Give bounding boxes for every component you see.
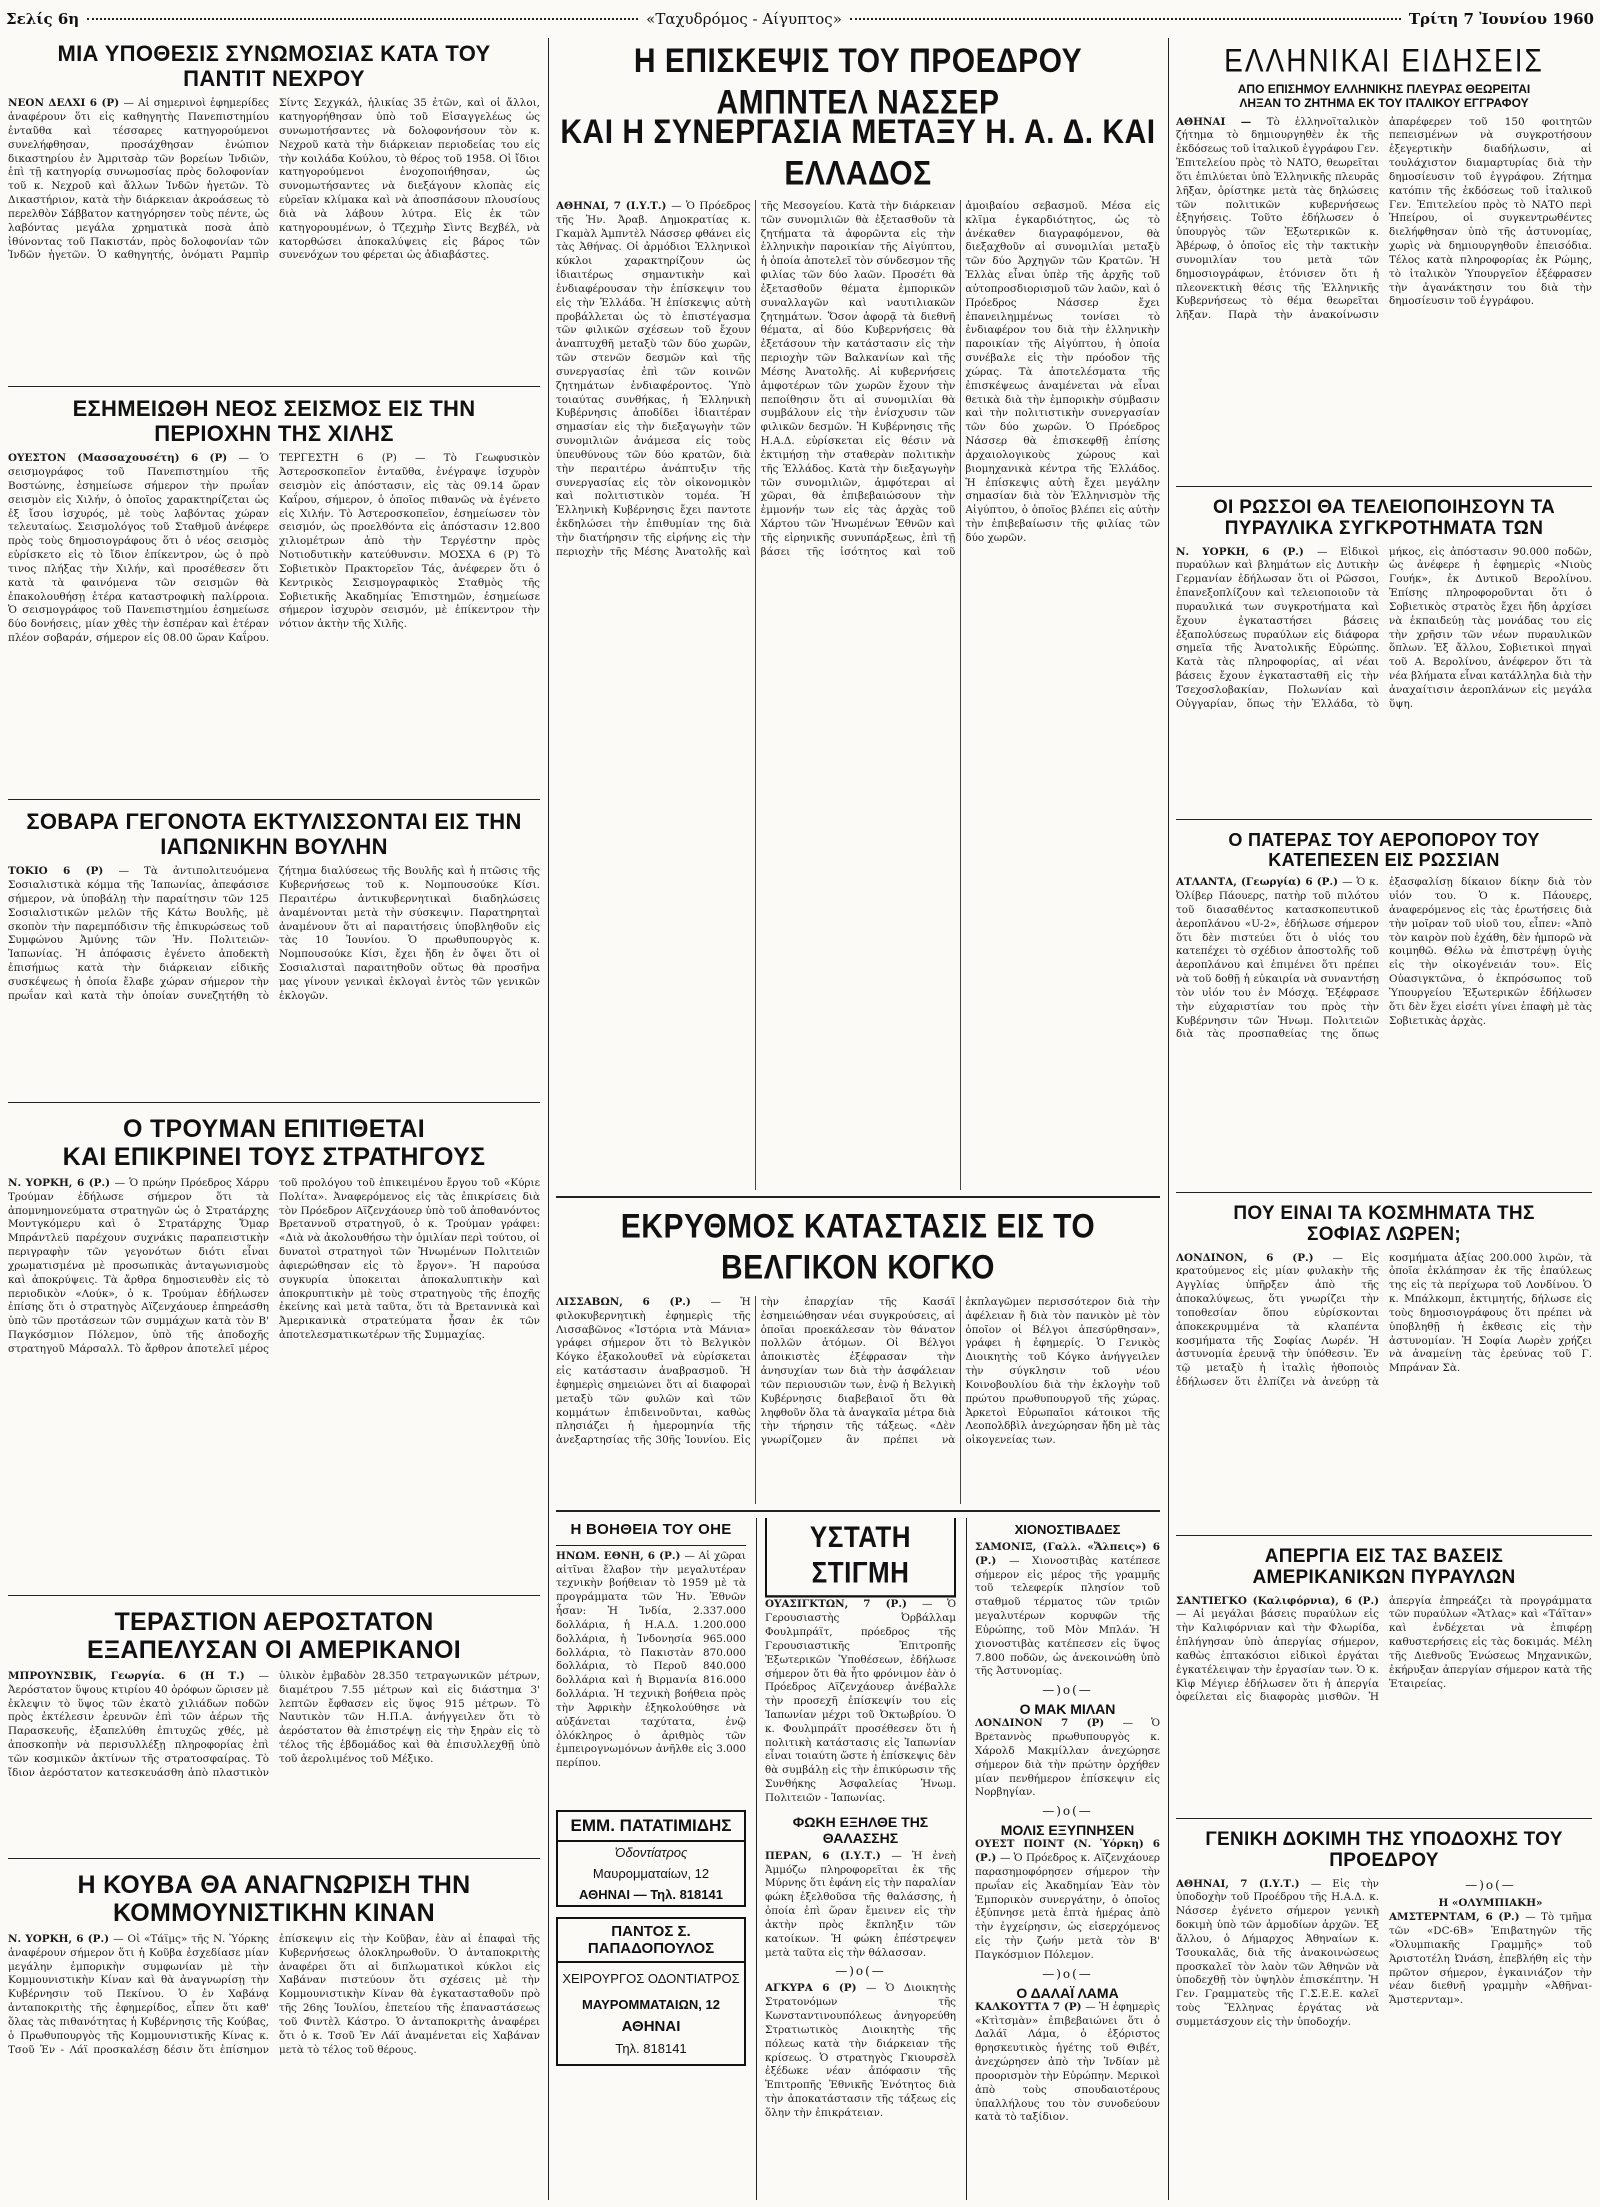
ornament: —)o(— [1465,1877,1516,1892]
dateline: ΑΘΗΝΑΙ — [1176,115,1267,128]
article-body [8,97,540,263]
column-rule [548,38,549,2200]
article-body [8,1933,540,2057]
column-right [1176,40,1592,2200]
article-greek-news [1176,40,1592,480]
issue-date: Τρίτη 7 Ἰουνίου 1960 [1408,10,1594,28]
article-body [1176,546,1592,712]
dateline: ΜΠΡΟΥΝΣΒΙΚ, Γεωργία. 6 (Η Τ.) [8,1670,259,1682]
subheadline: ΧΙΟΝΟΣΤΙΒΑΔΕΣ [1014,1522,1121,1537]
headline: ΟΙ ΡΩΣΣΟΙ ΘΑ ΤΕΛΕΙΟΠΟΙΗΣΟΥΝ ΤΑ ΠΥΡΑΥΛΙΚΑ ΣΥΓΚΡΟΤΗΜΑΤΑ ΤΩΝ [1212,497,1556,540]
article-body [1176,1595,1592,1706]
ad-name: ΕΜΜ. ΠΑΤΑΤΙΜΙΔΗΣ [558,1812,744,1842]
body-text: — Τὰ ἀντιπολιτευόμενα Σοσιαλιστικὰ κόμμα τῆς Ἰαπωνίας, ἀπεφάσισε σήμερον, νὰ ὑποβάλῃ τὴν παραίτησιν τῶν 125 Σοσιαλιστικῶν μελῶν τῆς Κάτω Βουλῆς, μὲ σκοπὸν τὴν παρεμπόδισιν τῆς ἐπικυρώσεως τοῦ Συμφώνου Ἀμύνης τῶν Ἠν. Πολιτειῶν-Ἰαπωνίας. Ἡ ἀπόφασις ἐγένετο ἀποδεκτὴ ἐπισήμως κατὰ τὴν διάρκειαν εἰδικῆς συσκέψεως ἡ ὁποία ἔλαβε χώραν σήμερον τὴν πρωΐαν καὶ κατὰ τὴν ὁποίαν συνεζητήθη τὸ ζήτημα διαλύσεως τῆς Βουλῆς καὶ ἡ πτῶσις τῆς Κυβερνήσεως τοῦ κ. Νομπουσούκε Κίσι. Περαιτέρω ἀντικυβερνητικαὶ διαδηλώσεις ἀναμένονται μετὰ τὴν σύσκεψιν. Παρατηρηταὶ ἀναμένουν ὅτι αἱ παραιτήσεις ὑποβληθοῦν εἰς τὰς 10 Ἰουνίου. Ὁ πρωθυπουργὸς κ. Νομπουσούκε Κίσι, ἔχει ἤδη ἐν ὄψει ὅτι οἱ Σοσιαλισταὶ παραιτηθοῦν οὕτως θὰ προσῆνα μας γίνουν γενικαὶ ἐκλογαὶ ἐντὸς τῶν γενικῶν ἐκλογῶν. [8,865,540,1002]
ad-title: ΧΕΙΡΟΥΡΓΟΣ ΟΔΟΝΤΙΑΤΡΟΣ [562,1970,740,1986]
main-headline: Η ΕΠΙΣΚΕΨΙΣ ΤΟΥ ΠΡΟΕΔΡΟΥ ΑΜΠΝΤΕΛ ΝΑΣΣΕΡ [633,42,1083,122]
article-reception-test [1176,1825,1592,2200]
body-text: — Ἡ ἐνεὴ Ἀμμόζω πληροφορεῖται ἐκ τῆς Μύρνης ὅτι ἐφάνη εἰς τὴν παραλίαν φώκη ἐξελθοῦσα τῆς θαλάσσης, ἡ ὁποία ἐπὶ ὥραν ἔμεινεν εἰς τὴν ἀκτὴν πρὸς ἔκπληξιν τῶν κατοίκων. Ἡ φώκη ἐπέστρεψεν μετὰ ταῦτα εἰς τὴν θάλασσαν. [765,1849,956,1959]
article-body [556,1296,1160,1504]
article-body [1176,876,1592,1042]
article-body [1176,1252,1592,1390]
article-pilot-father [1176,826,1592,1186]
article-body [975,1838,1160,1962]
divider [8,1102,540,1103]
headline: ΑΠΕΡΓΙΑ ΕΙΣ ΤΑΣ ΒΑΣΕΙΣ ΑΜΕΡΙΚΑΝΙΚΩΝ ΠΥΡΑΥΛΩΝ [1252,1546,1516,1589]
article-nasser [556,40,1160,1190]
dateline: ΑΘΗΝΑΙ, 7 (Ι.Υ.Τ.) [1176,1877,1311,1890]
subheadline: Η «ΟΛΥΜΠΙΑΚΗ» [1438,1897,1543,1910]
dateline: Ν. ΥΟΡΚΗ, 6 (Ρ.) [8,1933,114,1945]
divider [8,1858,540,1859]
ad-tel: Τηλ. 818141 [615,2040,687,2056]
dateline: ΟΥΑΣΙΓΚΤΩΝ, 7 (Ρ.) [765,1598,922,1611]
body-text: — Ἡ φιλοκυβερνητικὴ ἐφημερὶς τῆς Λισσαβῶνος «Ἱστόρια ντὰ Μάνια» γράφει σήμερον ὅτι τὸ Βελγικὸν Κόγκο ἐξακολουθεῖ νὰ εὑρίσκεται εἰς κατάστασιν ἀναβρασμοῦ. Ἡ ἐφημερὶς σημειώνει ὅτι αἱ διαφοραὶ μεταξὺ τῶν φυλῶν καὶ τῶν κομμάτων ἐπιδεινοῦνται, καθὼς πλησιάζει ἡ ἡμερομηνία τῆς ἀνεξαρτησίας τῆς 30ῆς Ἰουνίου. Εἰς τὴν ἐπαρχίαν τῆς Κασάϊ ἐσημειώθησαν νέαι συγκρούσεις, αἱ ὁποῖαι προεκάλεσαν τὸν θάνατον πολλῶν ἀτόμων. Οἱ Βέλγοι ἀποικιστὲς ἐξέφρασαν τὴν ἀνησυχίαν των διὰ τὴν ἀσφάλειαν τῶν περιουσιῶν των, ἐνῷ ἡ Βελγικὴ Κυβέρνησις διαβεβαιοῖ ὅτι θὰ ληφθοῦν ὅλα τὰ ἀναγκαῖα μέτρα διὰ τὴν τήρησιν τῆς τάξεως. «Δὲν γνωρίζομεν ἂν πρέπει νὰ ἐκπλαγῶμεν περισσότερον διὰ τὴν ἀφέλειαν ἢ διὰ τὸν πανικὸν μὲ τὸν ὁποῖον οἱ Βέλγοι ἀπεσύρθησαν», γράφει ἡ ἐφημερίς. Ὁ Γενικὸς Διοικητὴς τοῦ Κόγκο ἀνήγγειλεν τὴν σύγκλησιν τοῦ νέου Κοινοβουλίου διὰ τὴν ἐκλογὴν τοῦ πρώτου πρωθυπουργοῦ τῆς χώρας. Ἀρκετοὶ Εὐρωπαῖοι κάτοικοι τῆς Λεοπολδβὶλ ἀνεχώρησαν ἤδη μὲ τὰς οἰκογενείας των. [556,1296,1160,1447]
article-body [975,1717,1160,1800]
headline: ΣΟΒΑΡΑ ΓΕΓΟΝΟΤΑ ΕΚΤΥΛΙΣΣΟΝΤΑΙ ΕΙΣ ΤΗΝ ΙΑΠΩΝΙΚΗΝ ΒΟΥΛΗΝ [26,809,522,859]
subcol-briefs [966,1518,1160,2200]
dateline: ΗΝΩΜ. ΕΘΝΗ, 6 (Ρ.) [556,1549,685,1562]
ad-street: Μαυρομματαίων, 12 [592,1865,710,1881]
ad-dentist-2 [556,1917,746,2066]
body-text: — Ὁ κ. Ὀλίβερ Πάουερς, πατὴρ τοῦ πιλότου τοῦ διασαθέντος κατασκοπευτικοῦ ἀεροπλάνου «U-2», ἐδήλωσε σήμερον ὅτι δὲν πιστεύει ὅτι ὁ υἱός του κατεπέχει τὸ σχέδιον ἀποστολῆς τοῦ ἀεροπλάνου καὶ ἐπιμένει ὅτι πρέπει νὰ τοῦ δοθῇ ἡ εὐκαιρία νὰ συναντήσῃ τὸν υἱόν του ἐν Μόσχᾳ. Ἐξέφρασε τὴν εὐχαριστίαν του πρὸς τὴν Κυβέρνησιν τῶν Ἠνωμ. Πολιτειῶν διὰ τὰς προσπαθείας της ὅπως ἐξασφαλίσῃ δίκαιον δίκην διὰ τὸν υἱόν του. Ὁ κ. Πάουερς, ἀναφερόμενος εἰς τὰς ἐρωτήσεις διὰ τὴν μοῖραν τοῦ υἱοῦ του, εἶπεν: «Ἀπὸ τὸν καιρὸν ποὺ ἐχάθη, δὲν ἠμπορῶ νὰ κοιμηθῶ. Θέλω νὰ ἐπιστρέψῃ ὑγιὴς εἰς τὴν οἰκογένειάν του». Εἰς Οὐασιγκτῶνα, ὁ ἐκπρόσωπος τοῦ Ὑπουργείου Ἐξωτερικῶν ἐδήλωσεν ὅτι δὲν ἔχει εἰσέτι γίνει ἐπαφὴ μὲ τὰς Σοβιετικὰς ἀρχὰς. [1176,876,1592,1041]
headline: ΠΟΥ ΕΙΝΑΙ ΤΑ ΚΟΣΜΗΜΑΤΑ ΤΗΣ ΣΟΦΙΑΣ ΛΩΡΕΝ; [1233,1203,1535,1246]
dateline: ΠΕΡΑΝ, 6 (Ι.Υ.Τ.) [765,1849,892,1862]
article-balloon [8,1602,540,1852]
headline: ΥΣΤΑΤΗ ΣΤΙΓΜΗ [765,1518,956,1598]
ad-title: Ὀδοντίατρος [614,1844,688,1860]
dateline: ΣΑΝΤΙΕΓΚΟ (Καλιφόρνια), 6 (Ρ.) [1176,1594,1379,1607]
dateline: ΑΤΛΑΝΤΑ, (Γεωργία) 6 (Ρ.) [1176,876,1343,889]
article-body [8,452,540,646]
article-body [765,1982,956,2120]
article-body [1176,1878,1592,2030]
dateline: ΤΟΚΙΟ 6 (Ρ) [8,865,119,878]
body-text: — Ὁ Γερουσιαστὴς Ὀρβάλλαμ Φουλμπράϊτ, πρόεδρος τῆς Γερουσιαστικῆς Ἐπιτροπῆς Ἐξωτερικῶν Ὑποθέσεων, ἐδήλωσε σήμερον ὅτι θὰ ἦτο φρόνιμον ἐὰν ὁ Πρόεδρος Αϊζενχάουερ ἀνέβαλλε τὴν προσεχῆ ἐπίσκεψίν του εἰς Ἰαπωνίαν μέχρι τοῦ Ὀκτωβρίου. Ὁ κ. Φουλμπράϊτ προσέθεσεν ὅτι ἡ πολιτικὴ κατάστασις εἰς Ἰαπωνίαν εἶναι τοιαύτη ὥστε ἡ ἐπίσκεψις δὲν θὰ συμβάλῃ εἰς τὴν ἐπικύρωσιν τῆς Συνθήκης Ἀσφαλείας Ἠνωμ. Πολιτειῶν - Ἰαπωνίας. [765,1598,956,1804]
ad-city-tel: ΑΘΗΝΑΙ — Τηλ. 818141 [579,1886,723,1902]
subheadline: ΜΟΛΙΣ ΕΞΥΠΝΗΣΕΝ [1000,1822,1135,1839]
divider [8,1595,540,1596]
dateline: ΣΑΜΟΝΙΞ, (Γαλλ. «Ἄλπεις») 6 (Ρ.) [975,1541,1160,1567]
dateline: ΛΟΝΔΙΝΟΝ, 6 (Ρ.) [1176,1251,1333,1264]
article-body [556,200,1160,1190]
body-text: — Ὁ Βρεταννὸς πρωθυπουργὸς κ. Χάρολδ Μακμίλλαν ἀνεχώρησε σήμερον διὰ τὴν πρώτην ὀρχήθεν μίαν πενθήμερον ἐπίσκεψιν εἰς Νορβηγίαν. [975,1717,1160,1799]
divider [1176,1192,1592,1193]
ad-street: ΜΑΥΡΟΜΜΑΤΑΙΩΝ, 12 [582,1996,720,2012]
ad-name: ΠΑΝΤΟΣ Σ. ΠΑΠΑΔΟΠΟΥΛΟΣ [558,1919,744,1963]
article-body [556,1550,746,1800]
dateline: ΛΟΝΔΙΝΟΝ 7 (Ρ) [975,1717,1123,1730]
divider [8,386,540,387]
article-body [975,2001,1160,2125]
ad-city: ΑΘΗΝΑΙ [621,2017,681,2035]
article-russia [1176,493,1592,813]
body-text: — Εἰδικοὶ πυραύλων καὶ βλημάτων εἰς Δυτικὴν Γερμανίαν ἐδήλωσαν ὅτι οἱ Ρῶσσοι, ἐπανεξοπλίζουν καὶ τελειοποιοῦν τὰ πυραυλικά των συγκροτήματα καὶ ἔχουν ἐγκαταστήσει βάσεις ἐξαπολύσεως πυραύλων εἰς διάφορα σημεῖα τῆς Ἀνατολικῆς Εὐρώπης. Κατὰ τὰς πληροφορίας, αἱ νέαι βάσεις ἔχουν ἐγκατασταθῆ εἰς τὴν Τσεχοσλοβακίαν, Πολωνίαν καὶ Οὐγγαρίαν, ὅπως τὴν Ἑλλάδα, τὸ μήκος, εἰς ἀπόστασιν 90.000 ποδῶν, ὡς ἀνέφερε ἡ ἐφημερὶς «Νιοὺς Γουήκ», ἐκ Δυτικοῦ Βερολίνου. Ἐπίσης πληροφοροῦνται ὅτι ὁ Σοβιετικὸς στρατὸς ἔχει ἤδη ἀρχίσει νὰ ἐκπαιδεύῃ τὰς μονάδας του εἰς τὴν χρῆσιν τῶν νέων πυραυλικῶν ὅπλων. Ἐξ ἄλλου, Σοβιετικοὶ πηγαὶ τοῦ Α. Βερολίνου, ἀνέφερον ὅτι τὰ νέα βλήματα εἶναι κατάλληλα διὰ τὴν ἀναχαίτισιν ἀεροπλάνων εἰς μεγάλα ὕψη. [1176,545,1592,710]
body-text: — Ὁ πρώην Πρόεδρος Χάρρυ Τρούμαν ἐδήλωσε σήμερον ὅτι τὰ ἀπομνημονεύματα στρατηγῶν ὡς ὁ Στρατάρχης Μοντγκόμερυ καὶ ὁ Στρατάρχης Ὄμαρ Μπράντλεϋ παρέχουν συχνάκις παραπειστικὴν περιγραφὴν τῶν γεγονότων διότι εἶναι χρωματισμένα μὲ προσωπικὰς ἀνταγωνισμοὺς καὶ ἀποκρύψεις. Τὰ ἄρθρα δημοσιευθὲν εἰς τὸ περιοδικὸν «Λούκ», ὁ κ. Τρούμαν ἐδήλωσεν ἐπίσης ὅτι ὁ στρατηγὸς Αϊζενχάουερ ἐπηρεάσθη ὑπὸ τῶν προτάσεων τῶν συμμάχων κατὰ τὸν Β' Παγκόσμιον Πόλεμον, ὑπὸ τῆς ἀποδοχῆς στρατηγοῦ Μάρσαλλ. Τὸ ἄρθρον ἀποτελεῖ μέρος τοῦ προλόγου τοῦ ἐπικειμένου ἔργου τοῦ «Κύριε Πολίτα». Ἀναφερόμενος εἰς τὰς ἐπικρίσεις διὰ τὸν Πρόεδρον Αϊζενχάουερ ὑπὸ τοῦ ἀποθανόντος Βρεταννοῦ στρατηγοῦ, ὁ κ. Τρούμαν γράφει: «Διὰ νὰ ἀκολουθήσω τὴν ὁμιλίαν περὶ τούτου, οἱ δυνατοὶ στρατηγοὶ τῶν Ἠνωμένων Πολιτειῶν ἀφιερώθησαν εἰς τὸ ἔργον». Ἡ παρούσα συγκυρία ὑποκειται ἀποκαλυπτικὴν καὶ ἀποκρυπτικὴν μὲ τοὺς στρατηγοὺς τῆς ἐποχῆς ἐκείνης καὶ μετὰ ταῦτα, ὅτι τὰ Βρεταννικὰ καὶ Ἀμερικανικὰ στρατεύματα ἦσαν ἐκ τῶν ἀποτελεσματικωτέρων τῆς Συμμαχίας. [8,1177,540,1355]
headline: ΕΣΗΜΕΙΩΘΗ ΝΕΟΣ ΣΕΙΣΜΟΣ ΕΙΣ ΤΗΝ ΠΕΡΙΟΧΗΝ ΤΗΣ ΧΙΛΗΣ [72,396,476,446]
ornament: —)o(— [1042,1804,1093,1819]
lower-section [556,1518,1160,2200]
headline: ΕΚΡΥΘΜΟΣ ΚΑΤΑΣΤΑΣΙΣ ΕΙΣ ΤΟ ΒΕΛΓΙΚΟΝ ΚΟΓΚΟ [620,1207,1096,1287]
divider [556,1510,1160,1512]
divider [1176,1818,1592,1819]
article-missile-strike [1176,1542,1592,1812]
header-dots [87,18,638,20]
body-text: — Ὁ σεισμογράφος τοῦ Πανεπιστημίου τῆς Βοστώνης, ἐσημείωσε σήμερον τὴν πρωΐαν σεισμὸν εἰς Χιλήν, ὁ ὁποῖος χαρακτηρίζεται ὡς ἐξ ἴσου ἰσχυρός, μὲ τοὺς λαβόντας χώραν τελευταίως. Σεισμολόγος τοῦ Σταθμοῦ ἀνέφερε πρὸς τοὺς δημοσιογράφους ὅτι ὁ νέος σεισμὸς εὑρίσκετο εἰς τὸ ἴδιον ἐπίκεντρον, ὡς ὁ πρὸ τινος πλήξας τὴν Χιλήν, καὶ προσέθεσεν ὅτι κατὰ τὰ φαινόμενα τῶν σεισμῶν θὰ ἐπακολουθήσῃ ἑτέρα καταστροφικὴ παλίρροια. Ὁ σεισμογράφος τοῦ Πανεπιστημίου ἐσημείωσε δύο δονήσεις, μίαν χθὲς τὴν ἑσπέραν καὶ ἑτέραν πλέον σοβαράν, σήμερον εἰς 08.00 ὥραν Καΐρου. ΤΕΡΓΕΣΤΗ 6 (Ρ) — Τὸ Γεωφυσικὸν Ἀστεροσκοπεῖον ἐνταῦθα, ἐνέγραψε ἰσχυρὸν σεισμὸν εἰς ἀπόστασιν, εἰς τὰς 09.14 ὥραν Καΐρου, σήμερον, ὁ ὁποῖος πιθανῶς νὰ ἐγένετο εἰς Χιλήν. Τὸ Ἀστεροσκοπεῖον, ἐσημείωσεν τὸν σεισμόν, ὡς προελθόντα εἰς ἀπόστασιν 12.800 χιλιομέτρων ἀπὸ τὴν Τεργέστην πρὸς Νοτιοδυτικὴν κατεύθυνσιν. ΜΟΣΧΑ 6 (Ρ) Τὸ Σοβιετικὸν Πρακτορεῖον Τάς, ἀνέφερεν ὅτι ὁ Κεντρικὸς Σεισμογραφικὸς Σταθμὸς τῆς Σοβιετικῆς Ἀκαδημίας Ἐπιστημῶν, ἐσημείωσε σήμερον ἰσχυρὸν σεισμόν, μὲ ἐπίκεντρον τὴν νότιον ἀκτὴν τῆς Χιλῆς. [8,452,540,645]
column-left [8,40,540,2200]
article-cuba [8,1865,540,2200]
article-body [765,1598,956,1805]
body-text: — Αἱ μεγάλαι βάσεις πυραύλων εἰς τὴν Καλιφόρνιαν καὶ τὴν Φλωρίδα, ἐπλήγησαν ὑπὸ ἀπεργίας σήμερον, καθὼς ἑπτακόσιοι εἰδικοὶ ἐργάται ἐγκατέλειψαν τὴν ἐργασίαν των. Ὁ κ. Κὶφ Μέγιερ ἐδήλωσεν ὅτι ἡ ἀπεργία ὀφείλεται εἰς διαφορὰς μισθῶν. Ἡ ἀπεργία ἐπηρεάζει τὰ προγράμματα τῶν πυραύλων «Ἄτλας» καὶ «Τάϊταν» καὶ ἐνδέχεται νὰ ἐπιφέρῃ καθυστερήσεις εἰς τὰς δοκιμάς. Μέλη τῆς Διεθνοῦς Ἑνώσεως Μηχανικῶν, ἐκήρυξαν ἀπεργίαν σήμερον κατὰ τῆς Ἑταιρείας. [1176,1594,1592,1704]
body-text: — Ἀερόστατον ὕψους κτιρίου 40 ὀρόφων ὥρισεν μὲ ἐκλεψιν τὸ ὕψος τῶν ἐκατὸ χιλιάδων ποδῶν πρὸς ἐκτέλεσιν ἐρευνῶν ἐπὶ τῶν ἀέρων τῆς Παρασκευῆς, ἐξαπελύθη ἐπιτυχῶς χθές, μὲ ἀποσκοπὴν νὰ περισυλλέξῃ πληροφορίας ἐπὶ τῶν κοσμικῶν ἀκτίνων τῆς στρατοσφαίρας. Τὸ ἴδιον ἀερόστατον κατεσκευάσθη ἀπὸ πλαστικὸν ὑλικὸν ἐμβαδὸν 28.350 τετραγωνικῶν μέτρων, διαμέτρου 7.55 μέτρων καὶ εἰς διάστημα 3' λεπτῶν ἔφθασεν εἰς ὕψος 915 μέτρων. Τὸ Ναυτικὸν τῶν Η.Π.Α. ἀνήγγειλεν ὅτι τὸ ἀερόστατον θὰ ἐπιστρέψῃ εἰς τὴν ξηρὰν εἰς τὸ τέλος τῆς ἑβδομάδος καὶ θὰ ἐπισυλλεχθῇ ὑπὸ τοῦ ἀερολιμένος τοῦ Μέξικο. [8,1670,540,1779]
body-text: — Οἱ «Τάϊμς» τῆς Ν. Ὑόρκης ἀναφέρουν σήμερον ὅτι ἡ Κοῦβα ἐσχεδίασε μίαν μεγάλην ἐμπορικὴν συμφωνίαν μὲ τὴν Κομμουνιστικὴν Κίναν καὶ θὰ ἀναγνωρίσῃ τὴν Κυβέρνησιν τοῦ Πεκίνου. Ὁ ἐν Χαβάνᾳ ἀνταποκριτὴς τῆς ἐφημερίδος, εἶπεν ὅτι καθ' ὅλας τὰς πιθανότητας ἡ Κυβέρνησις τῆς Κούβας, ὁ Πρωθυπουργὸς τῆς Κομμουνιστικῆς Κίνας κ. Τσοῦ Ἐν - Λάϊ προσκαλέσῃ δέσιν ὅτι ἐπίσημον ἐπίσκεψιν εἰς τὴν Κοῦβαν, ἐὰν αἱ ἐπαφαὶ τῆς Κυβερνήσεως ὁλοκληρωθοῦν. Ὁ ἀνταποκριτὴς ἀναφέρει ὅτι αἱ διπλωματικοὶ κύκλοι εἰς Χαβάναν πιστεύουν ὅτι σχέσεις μὲ τὴν Κομμουνιστικὴν Κίναν θὰ ἐγκατασταθοῦν πρὸ τῆς 26ης Ἰουλίου, ἐπετείου τῆς ἐπαναστάσεως τοῦ Φιντὲλ Κάστρο. Ὁ ἀνταποκριτὴς ἀναφέρει ὅτι ὁ κ. Τσοῦ Ἐν Λάϊ ἀναμένεται εἰς Χαβάναν μετὰ τὸ τέλος τοῦ θέρους. [8,1933,540,2056]
dateline: ΑΓΚΥΡΑ 6 (Ρ) [765,1982,866,1995]
headline: Ο ΠΑΤΕΡΑΣ ΤΟΥ ΑΕΡΟΠΟΡΟΥ ΤΟΥ ΚΑΤΕΠΕΣΕΝ ΕΙΣ ΡΩΣΣΙΑΝ [1228,830,1540,871]
subheadline: ΑΠΟ ΕΠΙΣΗΜΟΥ ΕΛΛΗΝΙΚΗΣ ΠΛΕΥΡΑΣ ΘΕΩΡΕΙΤΑΙ [1237,81,1531,96]
column-rule [1168,38,1169,2200]
main-headline-line2: ΚΑΙ Η ΣΥΝΕΡΓΑΣΙΑ ΜΕΤΑΞΥ Η. Α. Δ. ΚΑΙ ΕΛΛΑΔΟΣ [560,113,1156,193]
body-text: — Χιονοστιβὰς κατέπεσε σήμερον εἰς μέρος τῆς γραμμῆς τοῦ τελεφερίκ πλησίον τοῦ σταθμοῦ τέρματος τῶν τριῶν μεγαλυτέρων κορυφῶν τῆς Εὐρώπης, τοῦ Μὸν Μπλάν. Ἡ χιονοστιβὰς κατέπεσεν εἰς ὕψος 7.800 ποδῶν, ὡς ἀνεκοινώθη ὑπὸ τῆς Ἀστυνομίας. [975,1554,1160,1678]
paper-name: «Ταχυδρόμος - Αίγυπτος» [646,10,842,28]
subheadline: Ο ΜΑΚ ΜΙΛΑΝ [1019,1701,1116,1718]
article-congo [556,1204,1160,1504]
divider [1176,486,1592,487]
headline-line2: ΚΑΙ ΕΠΙΚΡΙΝΕΙ ΤΟΥΣ ΣΤΡΑΤΗΓΟΥΣ [62,1143,486,1171]
article-japan [8,806,540,1096]
dateline: Ν. ΥΟΡΚΗ, 6 (Ρ.) [1176,545,1317,558]
dateline: ΛΙΣΣΑΒΩΝ, 6 (Ρ.) [556,1296,711,1308]
body-text: — Ἡ ἐφημερὶς «Κτὶτσμὰν» ἐπιβεβαιώνει ὅτι ὁ Δαλάϊ Λάμα, ὁ ἐξόριστος θρησκευτικὸς ἡγέτης τοῦ Θιβέτ, ἀνεχώρησεν ἀπὸ τὴν Ἰνδίαν μὲ προορισμὸν τὴν Εὐρώπην. Μερικοὶ ἀπὸ τοὺς σπουδαιοτέρους ὑπαλλήλους του τὸν συνοδεύουν κατὰ τὸ ταξίδιον. [975,2000,1160,2124]
article-body [8,1177,540,1357]
dateline: ΑΜΣΤΕΡΝΤΑΜ, 6 (Ρ.) [1389,1911,1526,1924]
divider [1176,1535,1592,1536]
headline: Η ΒΟΗΘΕΙΑ ΤΟΥ ΟΗΕ [556,1518,746,1546]
divider [1176,819,1592,820]
ornament: —)o(— [1042,1966,1093,1981]
subheadline: Ο ΔΑΛΑΪ ΛΑΜΑ [1016,1984,1119,2001]
dateline: ΟΥΕΣΤ ΠΟΙΝΤ (Ν. Ὑόρκη) 6 (Ρ.) [975,1838,1160,1865]
subcol-last-minute [756,1518,956,2200]
running-header [6,6,1594,32]
ad-dentist-1 [556,1810,746,1907]
article-body [975,1541,1160,1679]
headline: ΓΕΝΙΚΗ ΔΟΚΙΜΗ ΤΗΣ ΥΠΟΔΟΧΗΣ ΤΟΥ ΠΡΟΕΔΡΟΥ [1205,1829,1563,1872]
dateline: ΟΥΕΣΤΟΝ (Μασσαχουσέτη) 6 (Ρ) [8,452,239,465]
column-center [556,40,1160,2200]
body-text: Τὸ ἑλληνοϊταλικὸν ζήτημα τὸ δημιουργηθὲν ἐκ τῆς ἐκδόσεως τοῦ ἰταλικοῦ ἐγγράφου Γεν. Ἐπιτελείου πρὸς τὸ ΝΑΤΟ, θεωρεῖται ὅτι ἐπιλύεται ὑπὸ Ἑλληνικῆς πλευρᾶς λῆξαν, ὁρίστηκε μετὰ τὰς δηλώσεις τῶν πολιτικῶν κυβερνήσεως ἐξηγήσεις. Τοῦτο ἐδήλωσεν ὁ ὑπουργὸς τῶν Ἐξωτερικῶν κ. Ἀβέρωφ, ὁ ὁποῖος εἰς τὴν τακτικὴν συνομιλίαν του μετὰ τῶν δημοσιογράφων, ἐτόνισεν ὅτι ἡ πλεονεκτικὴ θέσις τῆς Ἑλληνικῆς Κυβερνήσεως τὸ θέμα θεωρεῖται λῆξαν. Παρὰ τὴν ἀνακοίνωσιν ἀπαρέφερεν τοῦ 150 φοιτητῶν πεπεισμένων νὰ συγκροτήσουν ἐξεγερτικὴν διαδήλωσιν, αἱ τουλάχιστον διαμαρτυρίας διὰ τὴν δημοσίευσιν τοῦ ἐγγράφου. Ζήτημα κατόπιν τῆς ἐκδόσεως τοῦ ἰταλικοῦ Γεν. Ἐπιτελείου πρὸς τὸ ΝΑΤΟ περὶ Ἠπείρου, οἱ συγκεντρωθέντες διελήφθησαν ὑπὸ τῆς ἀστυνομίας, χωρὶς νὰ δημιουργηθοῦν ἐπεισόδια. Τέλος κατὰ πληροφορίας ἐκ Ρώμης, τὸ ἰταλικὸν Ὑπουργεῖον ἐξέφρασεν τὴν ἀγανάκτησιν του διὰ τὴν δημοσίευσιν τοῦ ἐγγράφου. [1176,115,1592,322]
article-truman [8,1109,540,1589]
article-loren-jewels [1176,1199,1592,1529]
headline: ΕΛΛΗΝΙΚΑΙ ΕΙΔΗΣΕΙΣ [1224,42,1544,79]
dateline: ΑΘΗΝΑΙ, 7 (Ι.Υ.Τ.) [556,200,672,212]
headline: ΤΕΡΑΣΤΙΟΝ ΑΕΡΟΣΤΑΤΟΝ ΕΞΑΠΕΛΥΣΑΝ ΟΙ ΑΜΕΡΙΚΑΝΟΙ [86,1608,462,1664]
subheadline: ΛΗΞΑΝ ΤΟ ΖΗΤΗΜΑ ΕΚ ΤΟΥ ΙΤΑΛΙΚΟΥ ΕΓΓΡΑΦΟΥ [1239,95,1529,110]
body-text: — Εἰς τὴν ὑποδοχὴν τοῦ Προέδρου τῆς Η.Α.Δ. κ. Νάσσερ ἐγένετο σήμερον γενικὴ δοκιμὴ ὑπὸ τῶν ἀρμοδίων ἀρχῶν. Ἐξ ἄλλου, ὁ Δήμαρχος Ἀθηναίων κ. Τσουκαλᾶς, διὰ τῆς ἀνακοινώσεως προσκαλεῖ τὸν λαὸν τῶν Ἀθηνῶν νὰ ὑποδεχθῇ τὸν ὑψηλὸν ἐπισκέπτην. Ἡ Γεν. Γραμματεὺς τῆς Γ.Σ.Ε.Ε. καλεῖ τοὺς Ἕλληνας ἐργάτας νὰ συμμετάσχουν εἰς τὴν ὑποδοχήν. [1176,1877,1380,2028]
divider [556,1196,1160,1198]
headline: Η ΚΟΥΒΑ ΘΑ ΑΝΑΓΝΩΡΙΣΗ ΤΗΝ ΚΟΜΜΟΥΝΙΣΤΙΚΗΝ ΚΙΝΑΝ [77,1871,471,1927]
article-body [1176,116,1592,323]
headline: Ο ΤΡΟΥΜΑΝ ΕΠΙΤΙΘΕΤΑΙ [122,1115,426,1143]
body-text: — Ὁ Πρόεδρος τῆς Ἠν. Ἀραβ. Δημοκρατίας κ. Γκαμὰλ Ἀμπντὲλ Νάσσερ φθάνει εἰς τὰς Ἀθήνας. Οἱ ἀρμόδιοι Ἑλληνικοὶ κύκλοι χαρακτηρίζουν ὡς ἰδιαιτέρως σημαντικὴν καὶ ἐνδιαφέρουσαν τὴν ἐπίσκεψιν του εἰς τὴν Ἑλλάδα. Ἡ ἐπίσκεψις αὐτὴ προβάλλεται ὡς τὸ ἐπιστέγασμα τῶν φιλικῶν σχέσεων τοῦ ἔχουν ἀναπτυχθῆ μεταξὺ τῶν δύο χωρῶν, τῶν στενῶν δεσμῶν καὶ τῆς συνεργασίας ἐπὶ τῶν κοινῶν ζητημάτων ἐνδιαφέροντος. Ὑπὸ τοιαύτας συνθήκας, ἡ Ἑλληνικὴ Κυβέρνησις ἀποδίδει ἰδιαιτέραν σημασίαν εἰς τὴν διεξαγωγὴν τῶν συνομιλιῶν ἀνάμεσα εἰς τοὺς ὑπευθύνους τῶν δύο κρατῶν, διὰ τὴν περαιτέρω ἀνάπτυξιν τῆς συνεργασίας εἰς τὸν οἰκονομικὸν καὶ πολιτιστικὸν τομέα. Ἡ Ἑλληνικὴ Κυβέρνησις ἔχει παντοτε ἐκδηλώσει τὴν ἐπιθυμίαν της διὰ τὴν διατήρησιν τῆς εἰρήνης εἰς τὴν περιοχὴν τῆς Μέσης Ἀνατολῆς καὶ τῆς Μεσογείου. Κατὰ τὴν διάρκειαν τῶν συνομιλιῶν θὰ ἐξετασθοῦν τὰ ζητήματα τὰ ἀφορῶντα εἰς τὴν ἑλληνικὴν παροικίαν τῆς Αἰγύπτου, ἡ ὁποία ἀποτελεῖ τὸν σύνδεσμον τῆς φιλίας τῶν δύο λαῶν. Προσέτι θὰ ἐξετασθοῦν θέματα ἐμπορικῶν συναλλαγῶν καὶ ναυτιλιακῶν ζητημάτων. Ὅσον ἀφορᾷ τὰ διεθνῆ θέματα, αἱ δύο Κυβερνήσεις θὰ ἐξετάσουν τὴν κατάστασιν εἰς τὴν περιοχὴν τῶν Βαλκανίων καὶ τῆς Μέσης Ἀνατολῆς. Αἱ κυβερνήσεις ἀμφοτέρων τῶν χωρῶν ἔχουν τὴν πεποίθησιν ὅτι αἱ συνομιλίαι θὰ συμβάλουν εἰς τὴν ἐνίσχυσιν τῶν φιλικῶν δεσμῶν. Ἡ Κυβέρνησις τῆς Η.Α.Δ. εὑρίσκεται εἰς θέσιν νὰ ἐκτιμήσῃ τὴν σταθερὰν πολιτικὴν τῆς Ἑλλάδος. Κατὰ τὴν διεξαγωγὴν τῶν συνομιλιῶν, ἀμφότεραι αἱ χῶραι, θὰ ἐπιβεβαιώσουν τὴν ἐμμονήν των εἰς τὰς ἀρχὰς τοῦ Χάρτου τῶν Ἠνωμένων Ἐθνῶν καὶ τῆς εἰρηνικῆς συνυπάρξεως, ἐπὶ τῇ βάσει τῆς ἰσότητος καὶ τοῦ ἀμοιβαίου σεβασμοῦ. Μέσα εἰς κλῖμα ἐγκαρδιότητος, ὡς τὸ ἀνέκαθεν διαγραφόμενον, θὰ διεξαχθοῦν αἱ συνομιλίαι μεταξὺ τῶν δύο Ἀρχηγῶν τῶν Κρατῶν. Ἡ Ἑλλὰς εἶναι ὑπὲρ τῆς ἀρχῆς τοῦ αὐτοπροσδιορισμοῦ τῶν λαῶν, καὶ ὁ Πρόεδρος Νάσσερ ἔχει ἐπανειλημμένως τονίσει τὸ ἐνδιαφέρον του διὰ τὴν ἑλληνικὴν παροικίαν τῆς Αἰγύπτου, ἡ ὁποία συνέβαλε εἰς τὴν πρόοδον τῆς χώρας. Τὰ ἀποτελέσματα τῆς ἐπισκέψεως ἀναμένεται νὰ εἶναι θετικὰ διὰ τὴν ἐμπορικὴν σύμβασιν καὶ τὴν πολιτιστικὴν συνεργασίαν τῶν δύο χωρῶν. Ὁ Πρόεδρος Νάσσερ θὰ ἐπισκεφθῇ ἐπίσης ἀρχαιολογικοὺς χώρους καὶ βιομηχανικὰ κέντρα τῆς Ἑλλάδος. Ἡ ἐπίσκεψις αὐτὴ ἔχει μεγάλην σημασίαν διὰ τὸν Ἑλληνισμὸν τῆς Αἰγύπτου, ὁ ὁποῖος βλέπει εἰς αὐτὴν τὴν ἐπιβεβαίωσιν τῆς φιλίας τῶν δύο χωρῶν. [556,200,1160,558]
article-body [8,1670,540,1781]
page-number: Σελίς 6η [6,10,80,28]
article-body [8,865,540,1003]
header-dots [850,18,1401,20]
headline: ΜΙΑ ΥΠΟΘΕΣΙΣ ΣΥΝΩΜΟΣΙΑΣ ΚΑΤΑ ΤΟΥ ΠΑΝΤΙΤ ΝΕΧΡΟΥ [57,41,491,91]
article-conspiracy [8,40,540,380]
body-text: — Αἱ σημερινοὶ ἐφημερίδες ἀναφέρουν ὅτι εἰς καθηγητὴς Πανεπιστημίου ἐνταῦθα καὶ τέσσαρες κατηγορούμενοι συνελήφθησαν, προσάχθησαν ἐνώπιον δικαστηρίου ἐν Ἀμριτσὰρ τῶν βορείων Ἰνδιῶν, ἐπὶ τῇ κατηγορίᾳ συνωμοσίας πρὸς δολοφονίαν τοῦ κ. Νεχροῦ καὶ ἄλλων Ἰνδῶν ἡγετῶν. Τὸ Δικαστήριον, κατὰ τὴν διάρκειαν ἀκροάσεως τὸ περελθὸν Σάββατον κατηγόρησεν τοὺς πέντε, ὡς λαβόντας μεγάλα χρηματικὰ ποσὰ ἀπὸ ἰθύνοντας τοῦ Πακιστάν, πρὸς δολοφονίαν τῶν Ἰνδῶν ἡγετῶν. Ὁ καθηγητής, ὀνόματι Ραμπὶρ Σίντς Σεχγκάλ, ἡλικίας 35 ἐτῶν, καὶ οἱ ἄλλοι, κατηγορήθησαν ὑπὸ τοῦ Εἰσαγγελέως ὡς συνωμοτήσαντες νὰ δολοφονήσουν τὸν κ. Νεχροῦ κατὰ τὴν διάρκειαν περιοδείας του εἰς τὴν κοιλάδα Κούλου, τὸ θέρος τοῦ 1958. Οἱ ἴδιοι κατηγορούμενοι ἐνοχοποιήθησαν, ὡς συνομωτήσαντες νὰ διεξάγουν κλοπὰς εἰς εὐρεῖαν κλίμακα καὶ νὰ ἀποσπάσουν πλουσίους διὰ νὰ λάβουν λύτρα. Εἰς ἐκ τῶν κατηγορουμένων, ὁ Τζεχμὴρ Σὶντς Βεχβέλ, νὰ κατορθώσει ἀποκαλύψεις εἰς βάρος τῶν συνενόχων του φέρεται ὡς ἀδιαβάστες. [8,97,540,262]
ornament: —)o(— [1042,1683,1093,1698]
dateline: Ν. ΥΟΡΚΗ, 6 (Ρ.) [8,1177,115,1189]
subcol-un-ads [556,1518,746,2200]
ornament: —)o(— [835,1964,886,1979]
dateline: ΝΕΟΝ ΔΕΛΧΙ 6 (Ρ) [8,97,124,110]
divider [8,799,540,800]
body-text: — Τὸ τμῆμα τῶν «DC-6B» Ἐπιβατηγῶν τῆς «Ὀλυμπιακῆς Γραμμῆς» τοῦ Ἀριστοτέλη Ὠνάση, ἐπεβλήθη εἰς τὴν πρῶτον σήμερον, ἐγκαινιάζον τὴν νέαν διεθνῆ γραμμὴν «Ἀθῆναι-Ἄμστερνταμ». [1389,1911,1592,2007]
body-text: — Αἱ χῶραι αἰτῖναι ἔλαβον τὴν μεγαλυτέραν τεχνικὴν βοήθειαν τὸ 1959 μὲ τὰ προγράμματα τῶν Ἠν. Ἐθνῶν ἦσαν: Ἡ Ἰνδία, 2.337.000 δολλάρια, ἡ Η.Α.Δ. 1.200.000 δολλάρια, ἡ Ἰνδονησία 965.000 δολλάρια, τὸ Πακιστὰν 870.000 δολλάρια, τὸ Περοῦ 840.000 δολλάρια καὶ ἡ Βιρμανία 816.000 δολλάρια. Ἡ τεχνικὴ βοήθεια πρὸς τὴν Ἀφρικὴν ἐξηκολούθησε νὰ αὐξάνεται ταχύτατα, ἐνῷ ὁλόκληρος ὁ ἀριθμὸς τῶν ἐμπειρογνωμόνων ἀνῆλθε εἰς 3.000 περίπου. [556,1549,746,1770]
article-body [765,1850,956,1961]
body-text: — Ὁ Πρόεδρος κ. Αϊζενχάουερ παρασημοφόρησεν σήμερον τὴν πρωΐαν εἰς Ἀκαδημίαν Ἐὰν τὸν Ἐμπορικὸν συνεργάτην, ὁ ὁποῖος ἐξύπνησε μετὰ ἑπτὰ ἡμέρας ἀπὸ τὴν ἐγχείρησιν, ὡς εἰσερχόμενος εἰς τὴν ζωήν μετὰ τὸν Β' Παγκόσμιον Πόλεμον. [975,1852,1160,1961]
body-text: — Εἰς κρατούμενος εἰς μίαν φυλακὴν τῆς Αγγλίας ὑπῆρξεν ἀπὸ τῆς ἀποκαλύψεως, ὅτι γνωρίζει τὴν τοποθεσίαν ὅπου εὑρίσκονται ἀποκεκρυμμένα τὰ κλαπέντα κοσμήματα τῆς Σοφίας Λωρέν. Ἡ ἀστυνομία ἐρευνᾷ τὴν ὑπόθεσιν. Ἐν τῷ μεταξὺ ἡ ἰταλὶς ἠθοποιὸς ἐδήλωσεν ὅτι ἐλπίζει νὰ ἀνεύρῃ τὰ κοσμήματα ἀξίας 200.000 λιρῶν, τὰ ὁποῖα ἐκλάπησαν ἐκ τῆς ἐπαύλεως της εἰς τὰ περίχωρα τοῦ Λονδίνου. Ὁ κ. Μπάλκομπ, ἐκτιμητής, δήλωσε εἰς τοὺς δημοσιογράφους ὅτι πρέπει νὰ ὑποβληθῇ ἡ ἐκθεσις εἰς τὴν ἀστυνομίαν. Ἡ Σοφία Λωρὲν χρήζει νὰ ἀναμείνῃ τὰς ἐρεύνας τοῦ Γ. Μπράναν Σὰ. [1176,1251,1592,1388]
dateline: ΚΑΛΚΟΥΤΤΑ 7 (Ρ) [975,2000,1086,2013]
article-earthquake [8,393,540,793]
body-text: — Ὁ Διοικητὴς Στρατονόμων τῆς Κωνσταντινουπόλεως ἀνηγορεύθη Στρατιωτικὸς Διοικητὴς τῆς πόλεως κατὰ τὴν διάρκειαν τῆς κρίσεως. Ὁ στρατηγὸς Γκιουρσὲλ ἐξέδωκε νέαν ἀπόφασιν τῆς Ἐπιτροπῆς Ἐθνικῆς Ἑνότητος διὰ τὴν ἀποκατάστασιν τῆς τάξεως εἰς ὅλην τὴν ἐπικράτειαν. [765,1982,956,2119]
subheadline: ΦΩΚΗ ΕΞΗΛΘΕ ΤΗΣ ΘΑΛΑΣΣΗΣ [792,1813,929,1846]
